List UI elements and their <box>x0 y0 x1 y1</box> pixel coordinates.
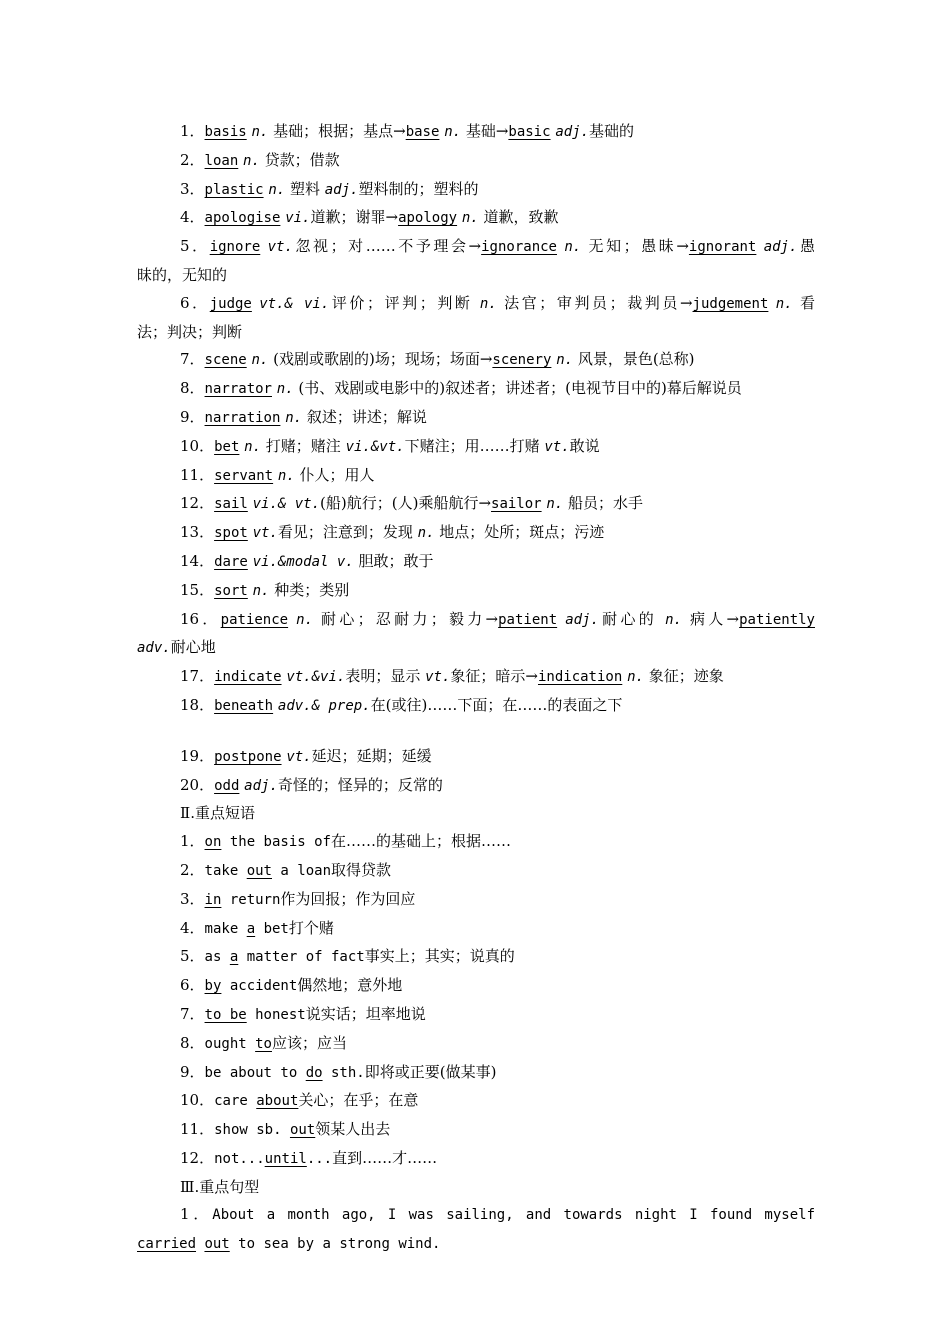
part-of-speech: n. <box>546 496 564 513</box>
entry-line <box>137 490 815 519</box>
definition-text <box>557 610 565 628</box>
definition-text: 领某人出去 <box>315 1120 391 1139</box>
phrase-entry <box>137 886 815 915</box>
entry-line <box>137 375 815 404</box>
part-of-speech: n. <box>252 582 270 599</box>
underlined-word: servant <box>214 467 274 484</box>
underlined-word: carried <box>137 1236 197 1253</box>
part-of-speech: vt. <box>425 669 451 686</box>
definition-text: (书、戏剧或电影中的)叙述者；讲述者；(电视节目中的)幕后解说员 <box>293 379 742 398</box>
english-text: take <box>204 862 247 879</box>
entry-line <box>137 147 815 176</box>
english-text: honest <box>246 1006 306 1023</box>
entry-line <box>137 577 815 606</box>
definition-text: 基础；根据；基点→ <box>268 122 406 140</box>
part-of-speech: vt. <box>544 438 570 455</box>
definition-text: 耐心地 <box>170 638 216 657</box>
item-number: 3． <box>180 179 205 198</box>
english-text: ought <box>204 1035 256 1052</box>
underlined-word: ignore <box>209 239 261 256</box>
english-text: show sb. <box>214 1122 290 1139</box>
vocab-entry <box>137 772 815 801</box>
definition-text: 说实话；坦率地说 <box>305 1004 426 1023</box>
item-number: 8． <box>180 1033 205 1052</box>
vocab-entry <box>137 204 815 233</box>
english-text: as <box>204 949 230 966</box>
item-number: 11． <box>180 1120 215 1139</box>
entry-line <box>137 772 815 801</box>
item-number: 14． <box>180 551 215 570</box>
entry-line <box>137 404 815 433</box>
vocabulary-list <box>137 118 815 800</box>
vocab-entry <box>137 663 815 692</box>
entry-line <box>137 692 815 721</box>
definition-text: 愚 <box>797 237 815 256</box>
english-text: About a month ago, I was sailing, and towards night I found myself <box>212 1207 815 1224</box>
vocab-entry <box>137 606 815 664</box>
vocab-entry <box>137 118 815 147</box>
definition-text: 打赌；赌注 <box>261 436 346 455</box>
definition-text: 道歉；谢罪→ <box>310 208 399 227</box>
phrase-entry <box>137 828 815 857</box>
entry-line <box>137 548 815 577</box>
item-number: 9． <box>180 407 205 426</box>
definition-text: (戏剧或歌剧的)场；现场；场面→ <box>268 350 493 369</box>
definition-text: 下赌注；用……打赌 <box>404 436 545 455</box>
item-number: 7． <box>180 1004 205 1023</box>
vocab-entry <box>137 147 815 176</box>
sentence-list <box>137 1201 815 1259</box>
item-number: 6． <box>180 293 210 312</box>
part-of-speech: n. <box>564 239 582 256</box>
part-of-speech: n. <box>285 409 303 426</box>
phrase-entry <box>137 1116 815 1145</box>
definition-text: 在(或往)……下面；在……的表面之下 <box>370 695 623 714</box>
underlined-word: out <box>289 1122 316 1139</box>
underlined-word: by <box>204 978 222 995</box>
definition-text: 道歉，致歉 <box>478 208 559 227</box>
part-of-speech: n. <box>276 381 294 398</box>
definition-text: 基础的 <box>589 122 635 140</box>
definition-text: 耐心的 <box>598 609 666 628</box>
underlined-word: postpone <box>214 748 282 765</box>
vocab-entry <box>137 548 815 577</box>
definition-text: 看见；注意到；发现 <box>277 523 418 542</box>
part-of-speech: adj. <box>565 611 599 628</box>
vocab-entry <box>137 404 815 433</box>
underlined-word: sort <box>214 582 248 599</box>
vocab-entry <box>137 346 815 375</box>
underlined-word: do <box>305 1064 323 1081</box>
part-of-speech: vt. <box>286 748 312 765</box>
item-number: 3． <box>180 889 205 908</box>
part-of-speech: n. <box>665 611 682 628</box>
definition-text: 表明；显示 <box>345 667 426 686</box>
item-number: 1． <box>180 832 205 851</box>
item-number: 1． <box>180 1205 213 1224</box>
definition-text: 法官；审判员；裁判员→ <box>496 293 693 312</box>
part-of-speech: n. <box>479 295 497 312</box>
phrase-entry <box>137 1030 815 1059</box>
definition-text: 塑料制的；塑料的 <box>358 179 479 198</box>
phrase-entry <box>137 1145 815 1174</box>
part-of-speech: n. <box>444 124 462 140</box>
part-of-speech: n. <box>268 181 286 198</box>
underlined-word: dare <box>214 553 248 570</box>
sentence-continuation-line <box>137 1230 815 1259</box>
phrase-entry <box>137 972 815 1001</box>
definition-text <box>756 237 763 255</box>
vocab-entry <box>137 433 815 462</box>
definition-text: 象征；迹象 <box>643 667 724 686</box>
part-of-speech: vt. <box>267 239 293 256</box>
part-of-speech: adj. <box>763 239 798 256</box>
underlined-word: indication <box>537 669 623 686</box>
underlined-word: apology <box>398 210 458 227</box>
item-number: 6． <box>180 976 205 995</box>
item-number: 17． <box>180 667 215 686</box>
phrase-entry <box>137 1087 815 1116</box>
english-text: accident <box>221 978 298 995</box>
item-number: 20． <box>180 775 215 794</box>
underlined-word: narrator <box>204 381 272 398</box>
english-text: a loan <box>272 862 332 879</box>
definition-text: 直到……才…… <box>332 1148 438 1167</box>
underlined-word: in <box>204 891 222 908</box>
definition-text: 贷款；借款 <box>259 150 340 169</box>
definition-text: 病人→ <box>681 609 740 628</box>
definition-text: 偶然地；意外地 <box>297 976 403 995</box>
underlined-word: ignorant <box>688 239 757 256</box>
definition-text: 象征；暗示→ <box>450 667 538 686</box>
underlined-word: out <box>204 1236 230 1253</box>
underlined-word: to <box>255 1035 272 1052</box>
underlined-word: patient <box>498 611 558 628</box>
definition-text: 地点；处所；斑点；污迹 <box>434 523 605 542</box>
document-body <box>137 118 815 1259</box>
item-number: 18． <box>180 695 215 714</box>
vocab-entry <box>137 692 815 721</box>
definition-text: 延迟；延期；延缓 <box>311 746 432 765</box>
underlined-word: a <box>246 920 256 937</box>
definition-text: 关心；在乎；在意 <box>298 1091 419 1110</box>
entry-line <box>137 519 815 548</box>
underlined-word: plastic <box>204 181 264 198</box>
underlined-word: apologise <box>204 210 281 227</box>
entry-line <box>137 663 815 692</box>
definition-text: 叙述；讲述；解说 <box>302 407 427 426</box>
definition-text: 打个赌 <box>288 918 334 937</box>
definition-text: 在……的基础上；根据…… <box>330 832 511 851</box>
underlined-word: until <box>264 1150 307 1167</box>
item-number: 5． <box>180 237 210 256</box>
part-of-speech: n. <box>244 438 262 455</box>
item-number: 7． <box>180 350 205 369</box>
underlined-word: beneath <box>214 697 274 714</box>
definition-text: 种类；类别 <box>269 580 350 599</box>
underlined-word: narration <box>204 409 281 426</box>
entry-continuation-line <box>137 634 815 663</box>
underlined-word: basic <box>508 124 551 140</box>
definition-text: 事实上；其实；说真的 <box>364 947 515 966</box>
definition-text: 无知；愚昧→ <box>581 237 689 256</box>
vocab-entry <box>137 462 815 491</box>
definition-text: 敢说 <box>569 436 600 455</box>
definition-text: 忽视；对……不予理会→ <box>292 237 482 256</box>
english-text: care <box>214 1093 257 1110</box>
entry-line <box>137 204 815 233</box>
part-of-speech: vt.& vi. <box>259 295 330 312</box>
english-text: to sea by a strong wind. <box>229 1236 441 1253</box>
underlined-word: to be <box>204 1006 247 1023</box>
part-of-speech: n. <box>556 352 574 369</box>
vocab-entry <box>137 577 815 606</box>
item-number: 2． <box>180 150 205 169</box>
part-of-speech: n. <box>296 611 313 628</box>
underlined-word: on <box>204 834 222 851</box>
part-of-speech: adv.& prep. <box>277 697 371 714</box>
vocab-entry <box>137 743 815 772</box>
entry-line <box>137 346 815 375</box>
entry-line <box>137 606 815 635</box>
entry-line <box>137 118 815 147</box>
item-number: 8． <box>180 379 205 398</box>
underlined-word: indicate <box>214 669 282 686</box>
definition-text: 船员；水手 <box>563 494 644 513</box>
part-of-speech: n. <box>243 152 260 169</box>
definition-text: 取得贷款 <box>331 860 392 879</box>
vocab-entry <box>137 490 815 519</box>
entry-line <box>137 290 815 319</box>
part-of-speech: n. <box>461 210 479 227</box>
underlined-word: patience <box>220 611 289 628</box>
definition-text: 基础→ <box>461 122 509 140</box>
item-number: 12． <box>180 1148 215 1167</box>
definition-text <box>260 237 267 255</box>
underlined-word: out <box>246 862 272 879</box>
part-of-speech: vt. <box>252 525 278 542</box>
sentence-entry <box>137 1201 815 1259</box>
item-number: 11． <box>180 465 215 484</box>
definition-text: 应该；应当 <box>271 1033 347 1052</box>
part-of-speech: n. <box>277 467 295 484</box>
part-of-speech: n. <box>627 669 644 686</box>
definition-text: 即将或正要(做某事) <box>364 1062 497 1081</box>
item-number: 13． <box>180 523 215 542</box>
phrase-entry <box>137 1059 815 1088</box>
part-of-speech: n. <box>417 525 435 542</box>
english-text: ... <box>306 1150 333 1167</box>
underlined-word: loan <box>204 152 239 169</box>
definition-text <box>288 610 296 628</box>
entry-continuation-line <box>137 262 815 290</box>
vocab-entry <box>137 233 815 290</box>
vocab-entry <box>137 176 815 205</box>
underlined-word: bet <box>214 438 240 455</box>
part-of-speech: vi.&vt. <box>345 438 405 455</box>
english-text: return <box>221 891 281 908</box>
english-text: not... <box>214 1150 265 1167</box>
phrase-list <box>137 828 815 1174</box>
phrase-entry <box>137 857 815 886</box>
item-number: 10． <box>180 436 215 455</box>
definition-text: (船)航行；(人)乘船航行→ <box>320 494 492 513</box>
entry-line <box>137 462 815 491</box>
english-text: be about to <box>204 1064 306 1081</box>
definition-text: 法；判决；判断 <box>137 322 243 341</box>
vocab-entry <box>137 375 815 404</box>
underlined-word: basis <box>204 124 247 140</box>
part-of-speech: adj. <box>324 181 359 198</box>
phrase-entry <box>137 915 815 944</box>
definition-text: 仆人；用人 <box>294 465 375 484</box>
english-text: matter of fact <box>238 949 365 966</box>
part-of-speech: vi. <box>285 210 311 227</box>
item-number: 15． <box>180 580 215 599</box>
underlined-word: ignorance <box>481 239 557 256</box>
item-number: 5． <box>180 947 205 966</box>
spacer <box>137 721 815 743</box>
entry-line <box>137 233 815 262</box>
definition-text: 作为回报；作为回应 <box>280 889 416 908</box>
definition-text: 塑料 <box>285 179 325 198</box>
part-of-speech: adv. <box>137 640 171 657</box>
part-of-speech: adj. <box>555 124 590 140</box>
entry-line <box>137 743 815 772</box>
english-text: make <box>204 920 247 937</box>
item-number: 9． <box>180 1062 205 1081</box>
part-of-speech: n. <box>251 124 269 140</box>
phrase-entry <box>137 1001 815 1030</box>
item-number: 2． <box>180 860 205 879</box>
item-number: 12． <box>180 494 215 513</box>
part-of-speech: vi.&modal v. <box>252 553 354 570</box>
entry-continuation-line <box>137 319 815 347</box>
entry-line <box>137 433 815 462</box>
item-number: 4． <box>180 208 205 227</box>
underlined-word: patiently <box>739 611 815 628</box>
english-text: bet <box>255 920 289 937</box>
underlined-word: base <box>405 124 440 140</box>
definition-text <box>768 294 775 312</box>
sentence-line <box>137 1201 815 1230</box>
underlined-word: odd <box>214 777 240 794</box>
item-number: 19． <box>180 746 215 765</box>
definition-text: 评价；评判；判断 <box>329 293 480 312</box>
english-text: sth. <box>322 1064 365 1081</box>
underlined-word: scene <box>204 352 247 369</box>
underlined-word: a <box>229 949 239 966</box>
underlined-word: judge <box>209 295 252 312</box>
part-of-speech: vt.&vi. <box>286 669 346 686</box>
part-of-speech: n. <box>775 295 793 312</box>
definition-text: 胆敢；敢于 <box>353 551 434 570</box>
underlined-word: spot <box>214 525 248 542</box>
phrase-entry <box>137 943 815 972</box>
item-number: 1． <box>180 122 205 140</box>
underlined-word: scenery <box>492 352 552 369</box>
section-heading-phrases: Ⅱ.重点短语 <box>180 804 255 823</box>
definition-text: 昧的，无知的 <box>137 265 228 284</box>
section-heading-sentences: Ⅲ.重点句型 <box>180 1177 260 1196</box>
part-of-speech: vi.& vt. <box>252 496 321 513</box>
item-number: 10． <box>180 1091 215 1110</box>
item-number: 16． <box>180 609 221 628</box>
definition-text: 耐心；忍耐力；毅力→ <box>313 609 499 628</box>
english-text: the basis of <box>221 834 331 851</box>
underlined-word: sailor <box>491 496 542 513</box>
entry-line <box>137 176 815 205</box>
vocab-entry <box>137 519 815 548</box>
definition-text: 看 <box>792 293 815 312</box>
part-of-speech: n. <box>251 352 269 369</box>
underlined-word: judgement <box>692 295 769 312</box>
part-of-speech: adj. <box>244 777 278 794</box>
item-number: 4． <box>180 918 205 937</box>
underlined-word: about <box>256 1093 299 1110</box>
definition-text: 风景，景色(总称) <box>573 350 695 369</box>
definition-text: 奇怪的；怪异的；反常的 <box>277 775 443 794</box>
underlined-word: sail <box>214 496 248 513</box>
vocab-entry <box>137 290 815 347</box>
